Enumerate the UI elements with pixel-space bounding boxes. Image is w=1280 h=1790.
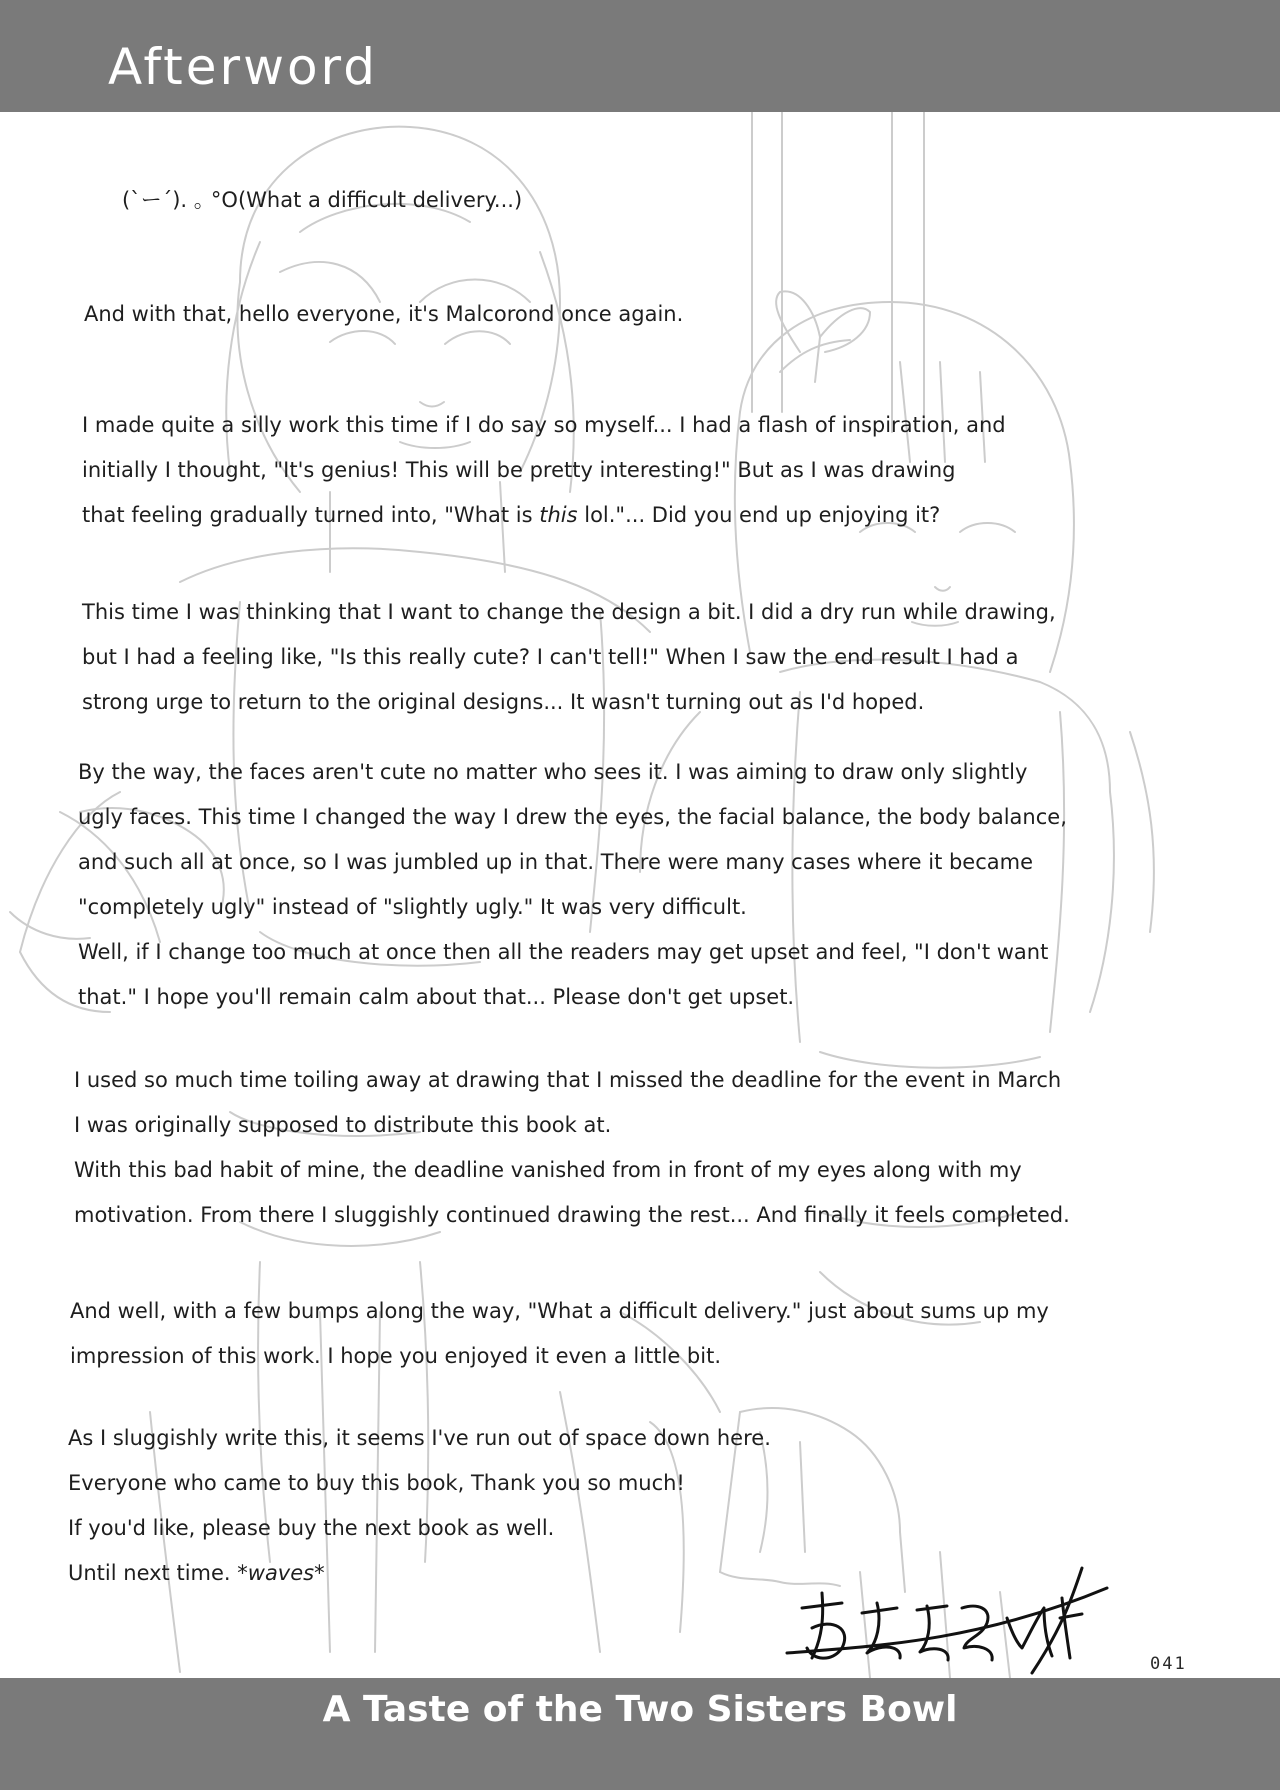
emphasis-text: *waves*: [237, 1561, 325, 1585]
paragraph-line: but I had a feeling like, "Is this really cute? I can't tell!" When I saw the end result I had a: [82, 645, 1019, 669]
text-segment: Until next time.: [68, 1561, 238, 1585]
page-number: 041: [1150, 1654, 1187, 1674]
paragraph-line: "completely ugly" instead of "slightly ugly." It was very difficult.: [78, 895, 747, 919]
paragraph-line: If you'd like, please buy the next book as well.: [68, 1516, 555, 1540]
paragraph-line: strong urge to return to the original designs... It wasn't turning out as I'd hoped.: [82, 690, 925, 714]
paragraph-deadline: [74, 1058, 1070, 1238]
author-signature: [782, 1548, 1112, 1678]
page-title: Afterword: [108, 38, 378, 96]
paragraph-line: I used so much time toiling away at drawing that I missed the deadline for the event in March: [74, 1068, 1062, 1092]
paragraph-line: Well, if I change too much at once then all the readers may get upset and feel, "I don't want: [78, 940, 1049, 964]
paragraph-line: initially I thought, "It's genius! This will be pretty interesting!" But as I was drawing: [82, 458, 956, 482]
kaomoji-line: (`ー´). ｡ °O(What a difficult delivery...): [122, 188, 523, 212]
paragraph-line: [82, 493, 1006, 538]
paragraph-silly-work: [82, 403, 1006, 538]
paragraph-line: Everyone who came to buy this book, Thank you so much!: [68, 1471, 685, 1495]
paragraph-line: I was originally supposed to distribute this book at.: [74, 1113, 612, 1137]
paragraph-line: And with that, hello everyone, it's Malcorond once again.: [84, 302, 684, 326]
paragraph-line: motivation. From there I sluggishly continued drawing the rest... And finally it feels completed.: [74, 1203, 1070, 1227]
paragraph-line: And well, with a few bumps along the way, "What a difficult delivery." just about sums up my: [70, 1299, 1049, 1323]
paragraph-line: [68, 1551, 771, 1596]
paragraph-line: With this bad habit of mine, the deadline vanished from in front of my eyes along with my: [74, 1158, 1022, 1182]
paragraph-line: impression of this work. I hope you enjoyed it even a little bit.: [70, 1344, 721, 1368]
paragraph-line: and such all at once, so I was jumbled up in that. There were many cases where it became: [78, 850, 1034, 874]
paragraph-line: As I sluggishly write this, it seems I've run out of space down here.: [68, 1426, 771, 1450]
paragraph-line: By the way, the faces aren't cute no matter who sees it. I was aiming to draw only slightly: [78, 760, 1028, 784]
paragraph-line: that." I hope you'll remain calm about that... Please don't get upset.: [78, 985, 795, 1009]
emphasis-text: this: [539, 503, 578, 527]
paragraph-line: I made quite a silly work this time if I do say so myself... I had a flash of inspiration, and: [82, 413, 1006, 437]
paragraph-faces: [78, 750, 1067, 1020]
paragraph-line: ugly faces. This time I changed the way I drew the eyes, the facial balance, the body balance,: [78, 805, 1067, 829]
text-segment: lol."... Did you end up enjoying it?: [577, 503, 941, 527]
paragraph-design-change: [82, 590, 1056, 725]
book-title: A Taste of the Two Sisters Bowl: [322, 1689, 958, 1730]
text-segment: that feeling gradually turned into, "What is: [82, 503, 540, 527]
paragraph-closing: [68, 1416, 771, 1596]
paragraph-impression: [70, 1289, 1049, 1379]
paragraph-greeting: [84, 292, 683, 337]
paragraph-line: This time I was thinking that I want to change the design a bit. I did a dry run while drawing,: [82, 600, 1056, 624]
